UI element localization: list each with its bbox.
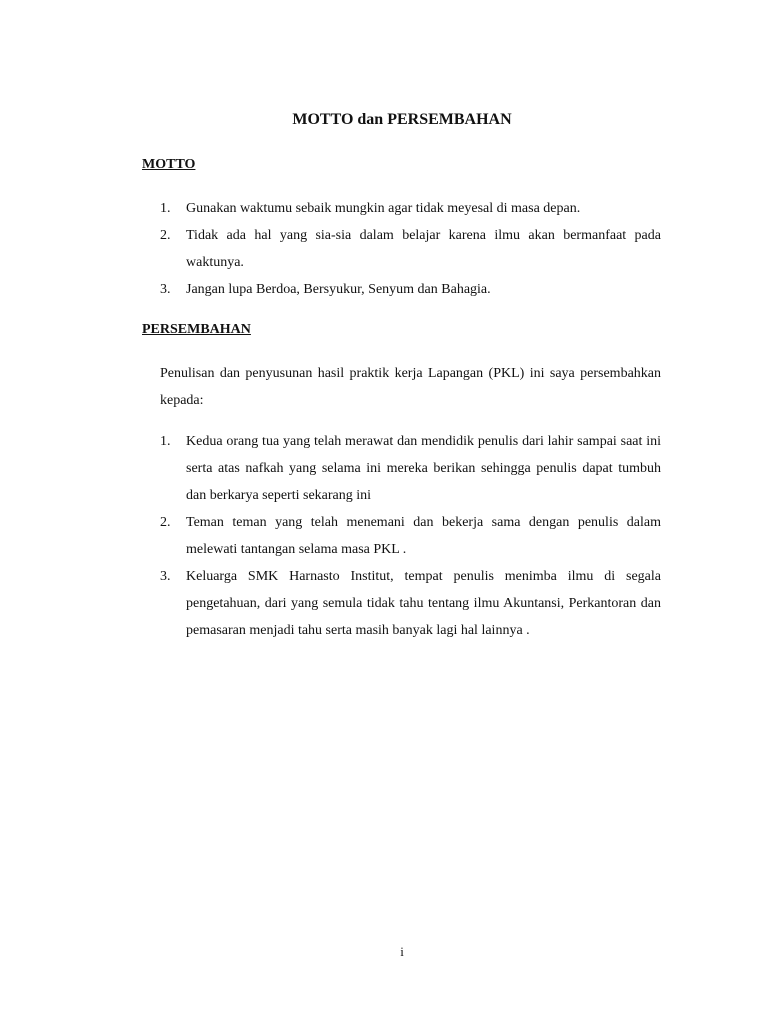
list-item-number: 3. (160, 282, 171, 297)
page-number: i (400, 944, 404, 959)
persembahan-heading: PERSEMBAHAN (142, 322, 251, 337)
list-item-number: 1. (160, 434, 171, 449)
list-item (160, 222, 661, 276)
list-item-text: Gunakan waktumu sebaik mungkin agar tidak meyesal di masa depan. (186, 201, 581, 216)
persembahan-list (160, 428, 661, 644)
list-item-number: 1. (160, 201, 171, 216)
list-item (160, 428, 661, 509)
list-item (160, 563, 661, 644)
list-item-text: Teman teman yang telah menemani dan bekerja sama dengan penulis dalam melewati tantangan selama masa PKL . (186, 515, 661, 557)
motto-heading: MOTTO (142, 157, 196, 172)
list-item-text: Keluarga SMK Harnasto Institut, tempat penulis menimba ilmu di segala pengetahuan, dari yang semula tidak tahu tentang ilmu Akuntansi, Perkantoran dan pemasaran menjadi tahu serta masih banyak lagi hal lainnya . (186, 569, 661, 638)
page-title: MOTTO dan PERSEMBAHAN (292, 111, 512, 128)
list-item-text: Kedua orang tua yang telah merawat dan mendidik penulis dari lahir sampai saat ini serta atas nafkah yang selama ini mereka berikan sehingga penulis dapat tumbuh dan berkarya seperti sekarang ini (186, 434, 661, 503)
list-item (160, 195, 661, 222)
list-item-number: 3. (160, 569, 171, 584)
list-item-text: Tidak ada hal yang sia-sia dalam belajar karena ilmu akan bermanfaat pada waktunya. (186, 228, 661, 270)
list-item-number: 2. (160, 515, 171, 530)
list-item (160, 276, 661, 303)
list-item-text: Jangan lupa Berdoa, Bersyukur, Senyum dan Bahagia. (186, 282, 491, 297)
persembahan-intro: Penulisan dan penyusunan hasil praktik kerja Lapangan (PKL) ini saya persembahkan kepada: (160, 366, 661, 408)
list-item-number: 2. (160, 228, 171, 243)
motto-list (160, 195, 661, 303)
list-item (160, 509, 661, 563)
